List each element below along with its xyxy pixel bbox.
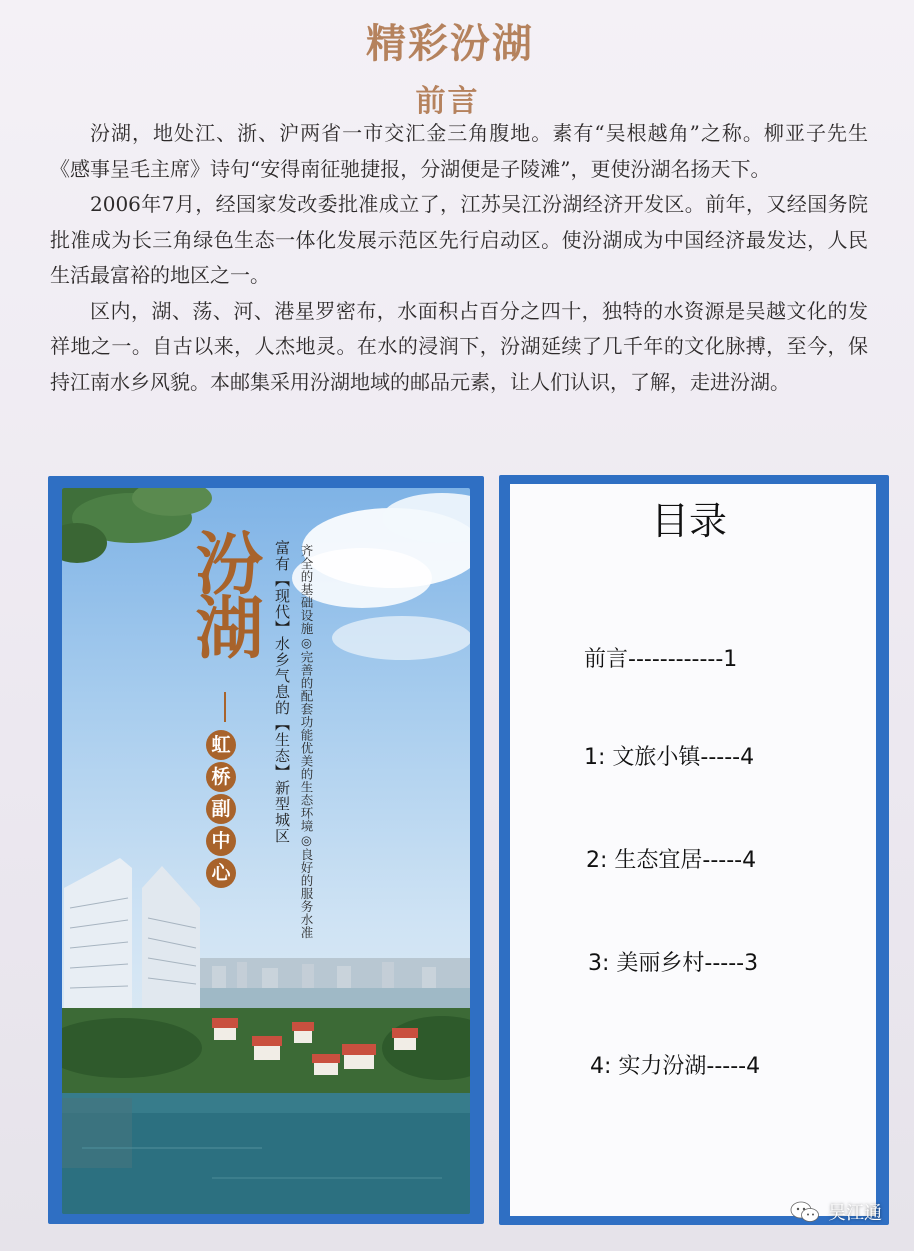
poster-slogan-detail: 齐全的基础设施◎完善的配套功能优美的生态环境◎良好的服务水准 — [299, 544, 314, 939]
page-title: 精彩汾湖 — [366, 20, 534, 67]
watermark — [790, 1198, 882, 1226]
toc-item-preface: 前言------------1 — [584, 647, 738, 672]
brand-sub-char: 副 — [206, 794, 236, 824]
poster-image — [62, 488, 470, 1214]
brand-sub-char: 心 — [206, 858, 236, 888]
preface-paragraph: 区内，湖、荡、河、港星罗密布，水面积占百分之四十，独特的水资源是吴越文化的发祥地之一。自古以来，人杰地灵。在水的浸润下，汾湖延续了几千年的文化脉搏，至今，保持江南水乡风貌。本邮集采用汾湖地域的邮品元素，让人们认识，了解，走进汾湖。 — [50, 298, 868, 394]
toc-item-4: 4: 实力汾湖-----4 — [590, 1054, 761, 1079]
poster-brand: 汾湖 — [184, 528, 264, 656]
poster-brand-sub — [206, 730, 236, 890]
preface-text — [50, 116, 868, 400]
brand-sub-char: 虹 — [206, 730, 236, 760]
poster-scenery — [62, 488, 470, 1214]
preface-paragraph: 2006年7月，经国家发改委批准成立了，江苏吴江汾湖经济开发区。前年，又经国务院批准成为长三角绿色生态一体化发展示范区先行启动区。使汾湖成为中国经济最发达，人民生活最富裕的地区之一。 — [50, 192, 868, 287]
toc-item-1: 1: 文旅小镇-----4 — [584, 745, 755, 770]
brand-sub-char: 桥 — [206, 762, 236, 792]
brand-sub-char: 中 — [206, 826, 236, 856]
poster-slogan: 富有【现代】水乡气息的【生态】新型城区 — [273, 540, 291, 844]
wechat-icon — [790, 1200, 820, 1224]
toc-item-2: 2: 生态宜居-----4 — [586, 848, 757, 873]
preface-paragraph: 汾湖，地处江、浙、沪两省一市交汇金三角腹地。素有“吴根越角”之称。柳亚子先生《感事呈毛主席》诗句“安得南征驰捷报，分湖便是子陵滩”，更使汾湖名扬天下。 — [50, 121, 868, 181]
toc-item-3: 3: 美丽乡村-----3 — [588, 951, 759, 976]
brand-divider — [224, 692, 226, 722]
watermark-label: 吴江通 — [828, 1203, 882, 1224]
toc-title: 目录 — [650, 499, 727, 543]
section-title: 前言 — [415, 84, 480, 119]
